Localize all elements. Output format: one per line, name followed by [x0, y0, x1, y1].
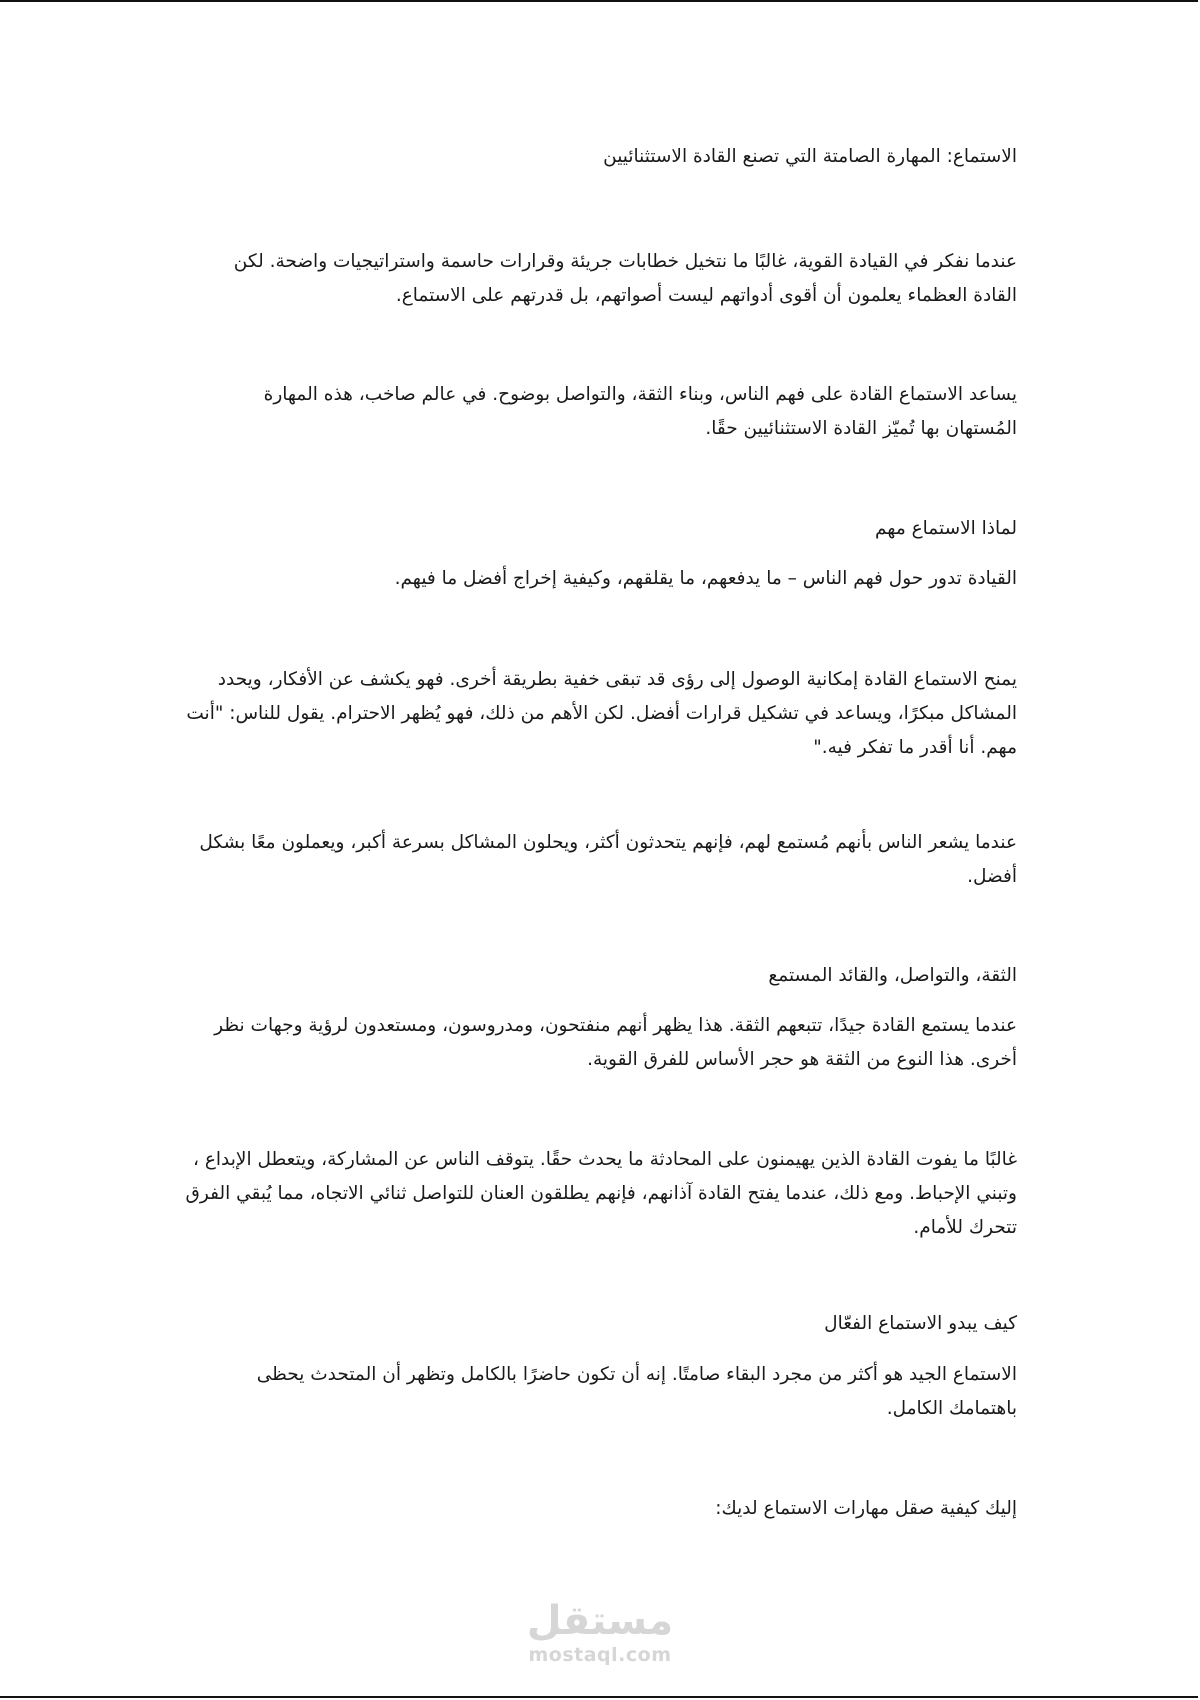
document-title: الاستماع: المهارة الصامتة التي تصنع القادة الاستثنائيين [603, 146, 1017, 167]
paragraph-trust-follows: عندما يستمع القادة جيدًا، تتبعهم الثقة. هذا يظهر أنهم منفتحون، ومدروسون، ومستعدون لرؤية وجهات نظر أخرى. هذا النوع من الثقة هو حجر الأساس للفرق القوية. [214, 1015, 1017, 1070]
heading-why-listening-matters: لماذا الاستماع مهم [874, 518, 1017, 539]
paragraph-listening-helps: يساعد الاستماع القادة على فهم الناس، وبناء الثقة، والتواصل بوضوح. في عالم صاخب، هذه المهارة المُستهان بها تُميّز القادة الاستثنائيين حقًا. [263, 384, 1017, 439]
paragraph-people-heard: عندما يشعر الناس بأنهم مُستمع لهم، فإنهم يتحدثون أكثر، ويحلون المشاكل بسرعة أكبر، ويعملون معًا بشكل أفضل. [199, 832, 1017, 887]
watermark-url: mostaql.com [528, 1644, 672, 1666]
paragraph-good-listening: الاستماع الجيد هو أكثر من مجرد البقاء صامتًا. إنه أن تكون حاضرًا بالكامل وتظهر أن المتحدث يحظى باهتمامك الكامل. [256, 1364, 1017, 1419]
paragraph-intro: عندما نفكر في القيادة القوية، غالبًا ما نتخيل خطابات جريئة وقرارات حاسمة واستراتيجيات واضحة. لكن القادة العظماء يعلمون أن أقوى أدواتهم ليست أصواتهم، بل قدرتهم على الاستماع. [233, 251, 1017, 306]
paragraph-listening-insights: يمنح الاستماع القادة إمكانية الوصول إلى رؤى قد تبقى خفية بطريقة أخرى. فهو يكشف عن الأفكار، ويحدد المشاكل مبكرًا، ويساعد في تشكيل قرارات أفضل. لكن الأهم من ذلك، فهو يُظهر الاحترام. يقول للناس: "أنت مهم. أنا أقدر ما تفكر فيه." [186, 669, 1017, 758]
watermark-logo: مستقل [526, 1598, 674, 1644]
paragraph-dominating-leaders: غالبًا ما يفوت القادة الذين يهيمنون على المحادثة ما يحدث حقًا. يتوقف الناس عن المشاركة، ويتعطل الإبداع ، وتبني الإحباط. ومع ذلك، عندما يفتح القادة آذانهم، فإنهم يطلقون العنان للتواصل ثنائي الاتجاه، مما يُبقي الفرق تتحرك للأمام. [185, 1149, 1017, 1238]
paragraph-how-to-improve: إليك كيفية صقل مهارات الاستماع لديك: [715, 1498, 1017, 1519]
heading-trust-communication: الثقة، والتواصل، والقائد المستمع [768, 965, 1017, 986]
mostaql-watermark [525, 1598, 675, 1678]
paragraph-leadership-understanding: القيادة تدور حول فهم الناس – ما يدفعهم، ما يقلقهم، وكيفية إخراج أفضل ما فيهم. [394, 568, 1017, 589]
heading-effective-listening: كيف يبدو الاستماع الفعّال [824, 1313, 1017, 1334]
